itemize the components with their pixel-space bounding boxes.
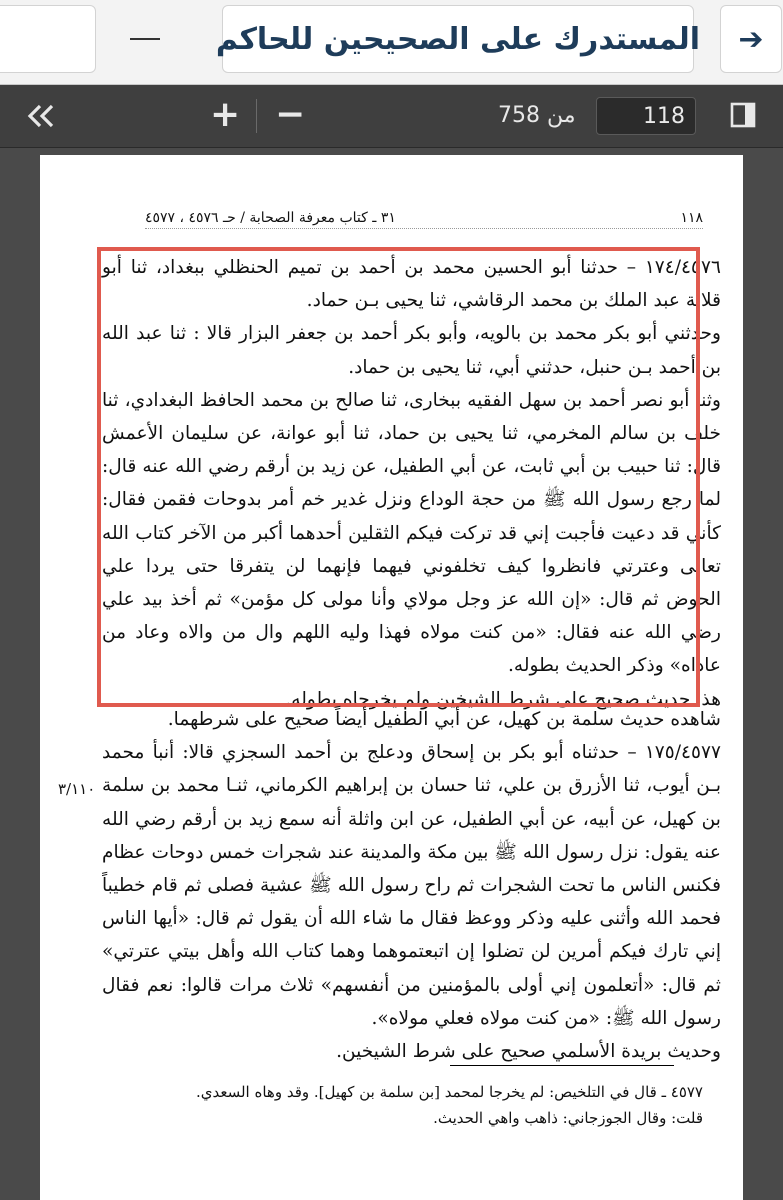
zoom-in-button[interactable]: + — [210, 94, 241, 135]
total-pages: من 758 — [498, 103, 576, 128]
paragraph: هذا حديث صحيح على شرط الشيخين ولم يخرجاه بطوله. — [285, 688, 721, 710]
book-page — [40, 155, 743, 1200]
page-number-label: ١١٨ — [680, 210, 703, 226]
footnote: قلت: وقال الجوزجاني: ذاهب واهي الحديث. — [433, 1109, 703, 1127]
paragraph: وثنا أبو نصر أحمد بن سهل الفقيه ببخارى، ثنا صالح بن محمد الحافظ البغدادي، ثنا خلف بن سالم المخرمي، ثنا يحيى بن حماد، ثنا أبو عوانة، عن سليمان الأعمش قال: ثنا حبيب بن أبي ثابت، عن أبي الطفيل، عن زيد بن أرقم رضي الله عنه قال: لما رجع رسول الله ﷺ من حجة الوداع ونزل غدير خم أمر بدوحات فقمن فقال: كأني قد دعيت فأجبت إني قد تركت فيكم الثقلين أحدهما أكبر من الآخر كتاب الله تعالى وعترتي فانظروا كيف تخلفوني فيهما فإنهما لن يتفرقا حتى يردا علي الحوض ثم قال: «إن الله عز وجل مولاي وأنا مولى كل مؤمن» ثم أخذ بيد علي رضي الله عنه فقال: «من كنت مولاه فهذا وليه اللهم وال من والاه وعاد من عاداه» وذكر الحديث بطوله. — [102, 389, 721, 677]
running-head — [145, 210, 703, 229]
footnote-rule — [450, 1065, 674, 1066]
book-title: المستدرك على الصحيحين للحاكم — [215, 21, 701, 57]
paragraph: وحديث بريدة الأسلمي صحيح على شرط الشيخين. — [336, 1041, 721, 1063]
remaining-passage — [102, 703, 721, 1068]
sidebar-panel-icon[interactable] — [730, 102, 756, 128]
paragraph: وحدثني أبو بكر محمد بن بالويه، وأبو بكر أحمد بن جعفر البزار قالا : ثنا عبد الله بن أحمد بـن حنبل، حدثني أبي، ثنا يحيى بن حماد. — [102, 323, 721, 378]
footnotes — [100, 1079, 703, 1131]
title-bar — [0, 0, 783, 85]
book-title-button[interactable] — [215, 5, 701, 73]
paragraph: شاهده حديث سلمة بن كهيل، عن أبي الطفيل أيضاً صحيح على شرطهما. — [167, 709, 721, 730]
highlighted-passage — [102, 251, 721, 716]
reader-toolbar — [0, 85, 783, 148]
double-chevron-left-icon[interactable] — [26, 101, 56, 131]
zoom-out-button[interactable]: − — [275, 94, 306, 135]
running-title: ٣١ ـ كتاب معرفة الصحابة / حـ ٤٥٧٦ ، ٤٥٧٧ — [145, 210, 396, 226]
page-number-input[interactable] — [596, 97, 696, 135]
title-separator — [130, 38, 160, 40]
footnote: ٤٥٧٧ ـ قال في التلخيص: لم يخرجا لمحمد [بن سلمة بن كهيل]. وقد وهاه السعدي. — [195, 1083, 703, 1101]
author-button[interactable] — [0, 5, 96, 73]
paragraph: ١٧٥/٤٥٧٧ – حدثناه أبو بكر بن إسحاق ودعلج بن أحمد السجزي قالا: أنبأ محمد بـن أيوب، ثنا الأزرق بن علي، ثنا حسان بن إبراهيم الكرماني، ثنـا محمد بن سلمة بن كهيل، عن أبيه، عن أبي الطفيل، عن ابن واثلة أنه سمع زيد بن أرقم رضي الله عنه يقول: نزل رسول الله ﷺ بين مكة والمدينة عند شجرات خمس دوحات عظام فكنس الناس ما تحت الشجرات ثم راح رسول الله ﷺ عشية فصلى ثم قام خطيباً فحمد الله وأثنى عليه وذكر ووعظ فقال ما شاء الله أن يقول ثم قال: «أيها الناس إني تارك فيكم أمرين لن تضلوا إن اتبعتموهما وهما كتاب الله وأهل بيتي عترتي» ثم قال: «أتعلمون إني أولى بالمؤمنين من أنفسهم» ثلاث مرات قالوا: نعم فقال رسول الله ﷺ: «من كنت مولاه فعلي مولاه». — [102, 742, 721, 1029]
arrow-right-icon: ➔ — [738, 21, 764, 57]
toolbar-divider — [256, 99, 257, 133]
back-button[interactable] — [720, 5, 782, 73]
paragraph: ١٧٤/٤٥٧٦ – حدثنا أبو الحسين محمد بن أحمد بن تميم الحنظلي ببغداد، ثنا أبو قلابة عبد الملك بن محمد الرقاشي، ثنا يحيى بـن حماد. — [102, 257, 721, 312]
margin-reference: ٣/١١٠ — [58, 780, 96, 798]
